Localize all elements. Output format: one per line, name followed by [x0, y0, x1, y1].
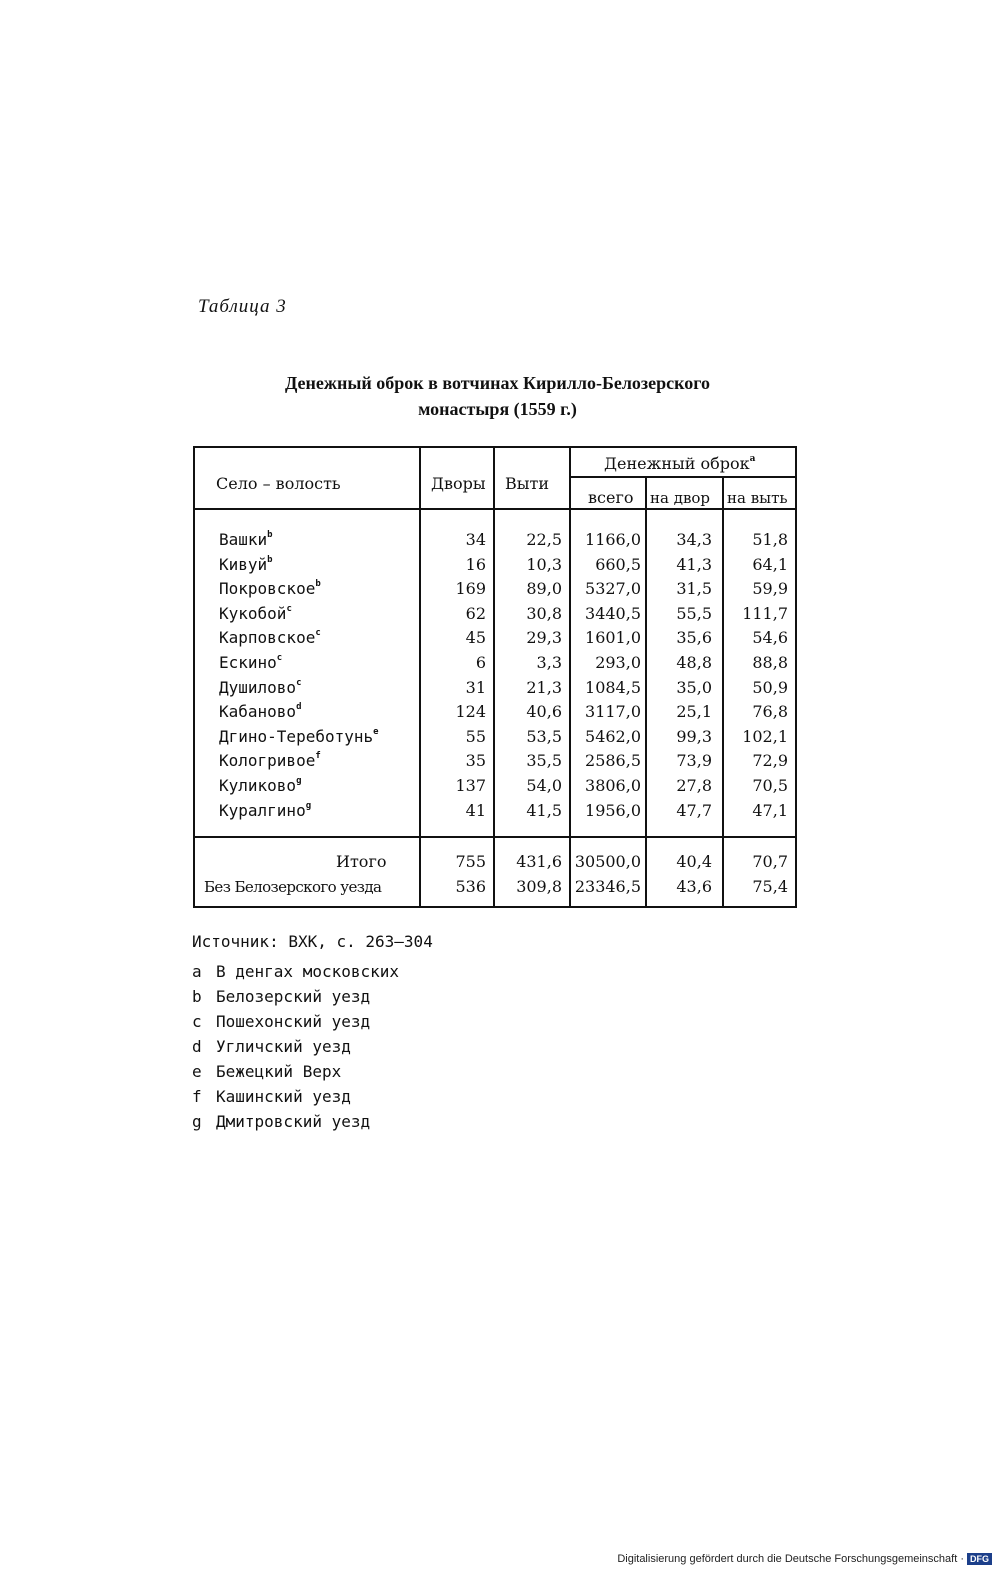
col-divider: [569, 446, 571, 908]
cell-per-vyt: 88,8: [752, 653, 788, 672]
totals-vyti: 309,8: [516, 877, 562, 896]
cell-per-household: 35,6: [676, 628, 712, 648]
cell-per-vyt: 50,9: [752, 677, 788, 697]
cell-total: 5462,0: [585, 726, 641, 746]
cell-per-household: 48,8: [676, 653, 712, 672]
cell-per-household: 47,7: [676, 800, 712, 820]
source-line: Источник: ВХК, с. 263–304: [192, 932, 433, 951]
cell-per-vyt: 59,9: [752, 579, 788, 599]
totals-total: 23346,5: [574, 877, 641, 896]
totals-households: 536: [455, 877, 486, 896]
footnote: [192, 1012, 399, 1037]
col-divider: [722, 477, 724, 908]
cell-vyti: 35,5: [526, 751, 562, 771]
footnote-key: b: [192, 987, 202, 1006]
village-name: [219, 702, 301, 722]
col-divider: [493, 446, 495, 908]
cell-total: 2586,5: [585, 751, 641, 771]
cell-vyti: 22,5: [526, 530, 562, 549]
village-note: b: [267, 554, 273, 565]
footnote-text: В денгах московских: [216, 962, 400, 981]
village-name-text: Куликово: [219, 776, 297, 795]
table-title-line-1: Денежный оброк в вотчинах Кирилло-Белозерского: [284, 373, 711, 393]
totals-label: Без Белозерского уезда: [204, 878, 382, 896]
cell-per-household: 35,0: [676, 677, 712, 697]
village-name-text: Карповское: [219, 628, 316, 648]
cell-households: 124: [455, 702, 486, 722]
cell-per-vyt: 70,5: [752, 776, 788, 795]
cell-per-vyt: 51,8: [752, 530, 788, 549]
footnote-text: Пошехонский уезд: [216, 1012, 371, 1031]
cell-vyti: 54,0: [526, 776, 562, 795]
cell-households: 55: [465, 726, 486, 746]
totals-label: Итого: [336, 852, 387, 871]
table-label: Таблица 3: [198, 296, 287, 317]
cell-households: 34: [465, 530, 486, 549]
cell-total: 660,5: [595, 554, 641, 574]
cell-vyti: 3,3: [536, 653, 562, 672]
village-note: g: [296, 776, 302, 786]
cell-vyti: 29,3: [526, 628, 562, 648]
header-per-household: на двор: [650, 489, 711, 507]
cell-vyti: 30,8: [526, 603, 562, 623]
footnote-key: d: [192, 1037, 202, 1056]
table-title-line-2: монастыря (1559 г.): [418, 399, 577, 419]
totals-households: 755: [455, 852, 486, 871]
cell-households: 6: [475, 653, 486, 672]
village-name: [219, 801, 311, 821]
cell-per-vyt: 111,7: [742, 603, 788, 623]
header-total: всего: [588, 488, 634, 507]
footnote-text: Угличский уезд: [216, 1037, 351, 1056]
cell-total: 3117,0: [585, 702, 641, 722]
cell-total: 3440,5: [585, 603, 641, 623]
village-name: [219, 727, 379, 747]
cell-vyti: 10,3: [526, 554, 562, 574]
footnote-text: Кашинский уезд: [216, 1087, 351, 1106]
cell-households: 62: [465, 603, 486, 623]
village-note: c: [296, 677, 302, 688]
totals-per-vyt: 75,4: [752, 877, 788, 896]
footnote: [192, 1087, 399, 1112]
footnote: [192, 962, 399, 987]
header-money-label: Денежный оброк: [604, 454, 750, 473]
totals-per-household: 43,6: [676, 877, 712, 896]
footnote-text: Белозерский уезд: [216, 987, 371, 1006]
village-name-text: Душилово: [219, 677, 297, 697]
totals-per-vyt: 70,7: [752, 852, 788, 871]
village-note: g: [305, 800, 312, 811]
table-title: [190, 370, 805, 422]
dfg-logo: DFG: [967, 1553, 992, 1565]
cell-total: 1601,0: [585, 628, 641, 648]
village-name-text: Куралгино: [219, 800, 306, 820]
village-name: [219, 530, 273, 550]
cell-per-household: 34,3: [676, 530, 712, 549]
village-name: [219, 579, 321, 599]
footnote-key: f: [192, 1087, 202, 1106]
cell-households: 169: [455, 579, 486, 599]
totals-rule: [193, 836, 797, 838]
cell-households: 35: [465, 751, 486, 771]
cell-total: 1166,0: [585, 530, 641, 549]
cell-per-household: 27,8: [676, 776, 712, 795]
village-note: c: [315, 628, 321, 639]
digitization-footer: [617, 1553, 992, 1565]
village-note: d: [296, 702, 302, 713]
village-name-text: Вашки: [219, 530, 268, 549]
village-name-text: Кивуй: [219, 554, 268, 574]
footnote: [192, 1112, 399, 1137]
cell-per-vyt: 54,6: [752, 628, 788, 648]
header-money: [604, 454, 755, 474]
village-name-text: Кабаново: [219, 702, 297, 722]
cell-households: 41: [465, 800, 486, 820]
cell-per-vyt: 72,9: [752, 751, 788, 771]
village-name: [219, 653, 282, 673]
cell-vyti: 40,6: [526, 702, 562, 722]
footnote-key: c: [192, 1012, 202, 1031]
village-name: [219, 604, 292, 624]
footnote-key: g: [192, 1112, 202, 1131]
header-rule: [193, 508, 797, 510]
cell-per-vyt: 76,8: [752, 702, 788, 722]
cell-total: 5327,0: [585, 579, 641, 599]
footnote: [192, 1062, 399, 1087]
header-money-note: a: [749, 454, 756, 464]
header-households: Дворы: [431, 474, 486, 493]
village-note: f: [315, 751, 321, 762]
header-village: Село – волость: [216, 474, 341, 493]
cell-per-household: 55,5: [676, 603, 712, 623]
footnote: [192, 1037, 399, 1062]
totals-per-household: 40,4: [676, 852, 712, 871]
village-name-text: Покровское: [219, 579, 316, 599]
cell-per-vyt: 102,1: [742, 726, 788, 746]
totals-vyti: 431,6: [516, 852, 562, 871]
col-divider: [645, 477, 647, 908]
cell-vyti: 21,3: [526, 677, 562, 697]
footnote-text: Бежецкий Верх: [216, 1062, 342, 1081]
village-note: c: [276, 653, 283, 663]
header-per-vyt: на выть: [727, 489, 788, 507]
village-name-text: Кологривое: [219, 751, 316, 771]
cell-per-household: 31,5: [676, 579, 712, 599]
footnote: [192, 987, 399, 1012]
village-name: [219, 678, 301, 698]
cell-total: 1084,5: [585, 677, 641, 697]
village-name-text: Дгино-Тереботунь: [219, 726, 374, 746]
cell-households: 45: [465, 628, 486, 648]
village-note: c: [286, 603, 292, 614]
cell-total: 1956,0: [585, 800, 641, 820]
village-name: [219, 776, 301, 796]
village-name-text: Ескино: [219, 653, 277, 672]
col-divider: [419, 446, 421, 908]
cell-per-household: 25,1: [676, 702, 712, 722]
cell-total: 293,0: [595, 653, 641, 672]
cell-per-household: 41,3: [676, 554, 712, 574]
cell-households: 31: [465, 677, 486, 697]
totals-total: 30500,0: [574, 852, 641, 871]
cell-households: 137: [455, 776, 486, 795]
cell-per-vyt: 47,1: [752, 800, 788, 820]
footnote-text: Дмитровский уезд: [216, 1112, 371, 1131]
header-vyti: Выти: [505, 474, 550, 493]
cell-per-household: 99,3: [676, 726, 712, 746]
footnote-key: e: [192, 1062, 202, 1081]
village-note: b: [315, 579, 321, 590]
village-note: b: [267, 530, 273, 540]
cell-vyti: 41,5: [526, 800, 562, 820]
cell-vyti: 89,0: [526, 579, 562, 599]
cell-per-household: 73,9: [676, 751, 712, 771]
village-name: [219, 751, 321, 771]
cell-vyti: 53,5: [526, 726, 562, 746]
cell-total: 3806,0: [585, 776, 641, 795]
footer-text: Digitalisierung gefördert durch die Deutsche Forschungsgemeinschaft ·: [617, 1552, 964, 1565]
cell-per-vyt: 64,1: [752, 554, 788, 574]
footnotes: [192, 962, 399, 1137]
header-subrule: [569, 476, 797, 478]
village-note: e: [373, 726, 379, 737]
footnote-key: a: [192, 962, 202, 981]
village-name: [219, 628, 321, 648]
village-name: [219, 555, 273, 575]
cell-households: 16: [465, 554, 486, 574]
village-name-text: Кукобой: [219, 603, 287, 623]
